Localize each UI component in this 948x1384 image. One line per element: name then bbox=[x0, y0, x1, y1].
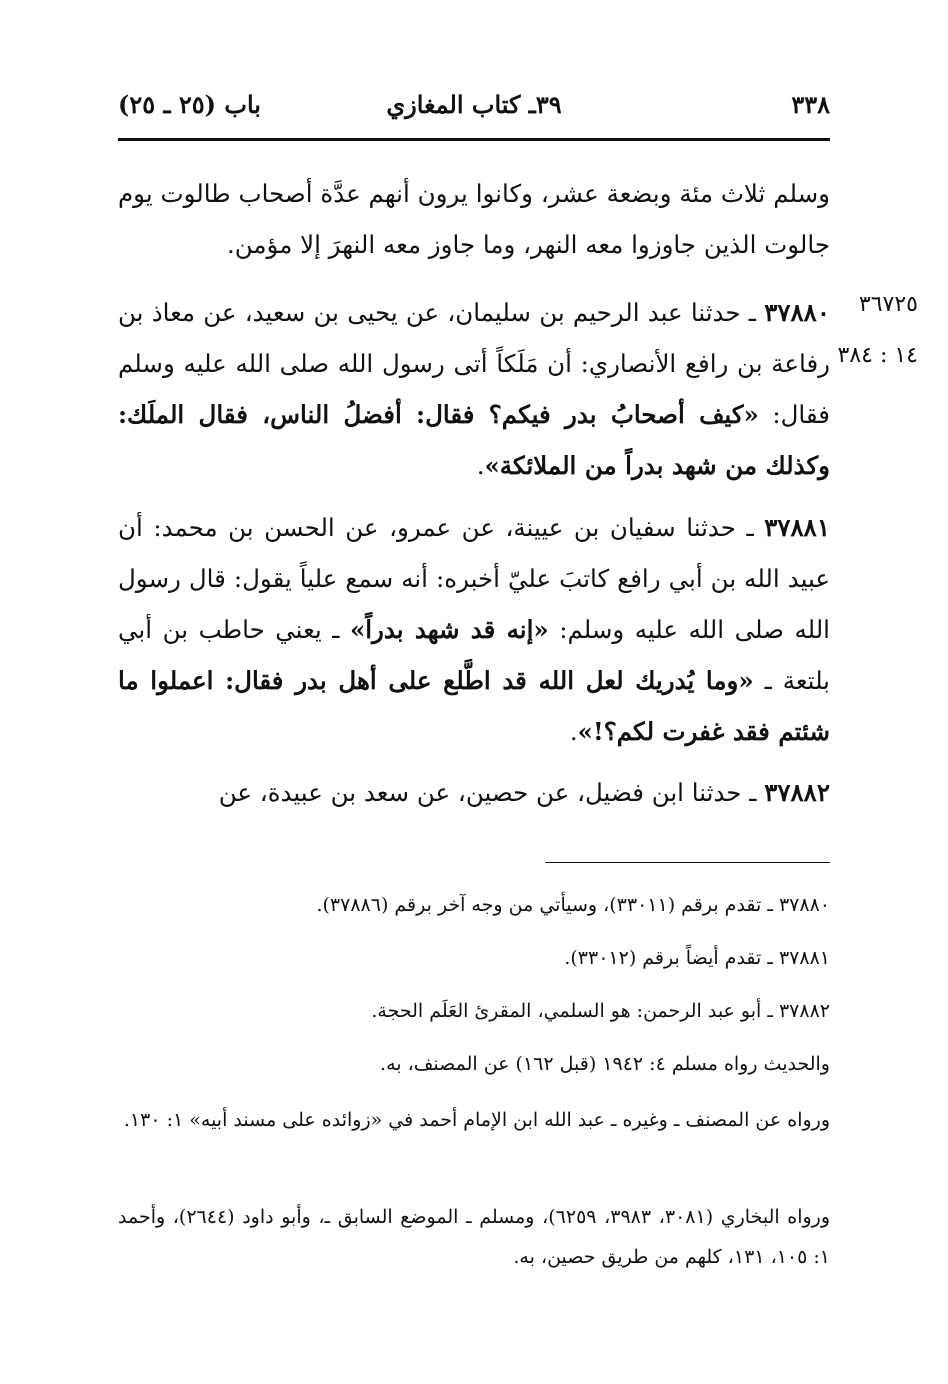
hadith-text: ـ حدثنا عبد الرحيم بن سليمان، عن يحيى بن سعيد، عن معاذ بن رفاعة بن رافع الأنصاري: أن مَلَكاً أتى رسول الله صلى الله عليه وسلم فقال: bbox=[118, 298, 830, 429]
hadith-text-middle: ـ يعني حاطب بن أبي بلتعة ـ bbox=[118, 615, 831, 695]
margin-ref-second: ١٤ : ٣٨٤ bbox=[837, 343, 918, 368]
intro-paragraph: وسلم ثلاث مئة وبضعة عشر، وكانوا يرون أنهم عدَّة أصحاب طالوت يوم جالوت الذين جاوزوا معه النهر، وما جاوز معه النهرَ إلا مؤمن. bbox=[118, 179, 830, 259]
header-divider bbox=[118, 138, 830, 141]
footnote-1: ٣٧٨٨٠ ـ تقدم برقم (٣٣٠١١)، وسيأتي من وجه آخر برقم (٣٧٨٨٦). bbox=[316, 894, 830, 916]
hadith-37881 bbox=[118, 502, 830, 757]
margin-ref-first: ٣٦٧٢٥ bbox=[858, 292, 918, 317]
hadith-text: ـ حدثنا ابن فضيل، عن حصين، عن سعد بن عبيدة، عن bbox=[218, 778, 765, 807]
footnote-5: ورواه عن المصنف ـ وغيره ـ عبد الله ابن الإمام أحمد في «زوائده على مسند أبيه» ١: ١٣٠. bbox=[123, 1109, 830, 1131]
hadith-text-end: . bbox=[476, 451, 485, 480]
book-title: ٣٩ـ كتاب المغازي bbox=[386, 90, 562, 119]
hadith-text-end: . bbox=[569, 717, 578, 746]
hadith-37882 bbox=[118, 767, 830, 818]
hadith-number: ٣٧٨٨٢ bbox=[764, 778, 830, 807]
hadith-number: ٣٧٨٨٠ bbox=[764, 298, 830, 327]
chapter-label: باب (٢٥ ـ ٢٥) bbox=[118, 90, 261, 119]
hadith-text: ـ حدثنا سفيان بن عيينة، عن عمرو، عن الحسن بن محمد: أن عبيد الله بن أبي رافع كاتبَ عليّ أخبره: أنه سمع علياً يقول: قال رسول الله صلى الله عليه وسلم: bbox=[118, 513, 830, 644]
hadith-quote: «كيف أصحابُ بدر فيكم؟ فقال: أفضلُ الناس، فقال الملَك: وكذلك من شهد بدراً من الملائكة» bbox=[118, 400, 830, 480]
footnote-3: ٣٧٨٨٢ ـ أبو عبد الرحمن: هو السلمي، المقرئ العَلَم الحجة. bbox=[371, 1000, 830, 1022]
hadith-quote: «إنه قد شهد بدراً» bbox=[349, 615, 549, 644]
footnote-6: ورواه البخاري (٣٠٨١، ٣٩٨٣، ٦٢٥٩)، ومسلم ـ الموضع السابق ـ، وأبو داود (٢٦٤٤)، وأحمد ١: ١٠٥، ١٣١، كلهم من طريق حصين، به. bbox=[118, 1206, 831, 1268]
page-header bbox=[118, 90, 830, 130]
footnote-4: والحديث رواه مسلم ٤: ١٩٤٢ (قبل ١٦٢) عن المصنف، به. bbox=[380, 1053, 830, 1075]
hadith-quote-second: «وما يُدريك لعل الله قد اطَّلع على أهل بدر فقال: اعملوا ما شئتم فقد غفرت لكم؟!» bbox=[118, 666, 830, 746]
footnote-divider bbox=[545, 862, 830, 863]
page-number: ٣٣٨ bbox=[791, 90, 830, 119]
footnote-2: ٣٧٨٨١ ـ تقدم أيضاً برقم (٣٣٠١٢). bbox=[564, 947, 830, 969]
hadith-number: ٣٧٨٨١ bbox=[764, 513, 830, 542]
hadith-37880 bbox=[118, 287, 830, 491]
